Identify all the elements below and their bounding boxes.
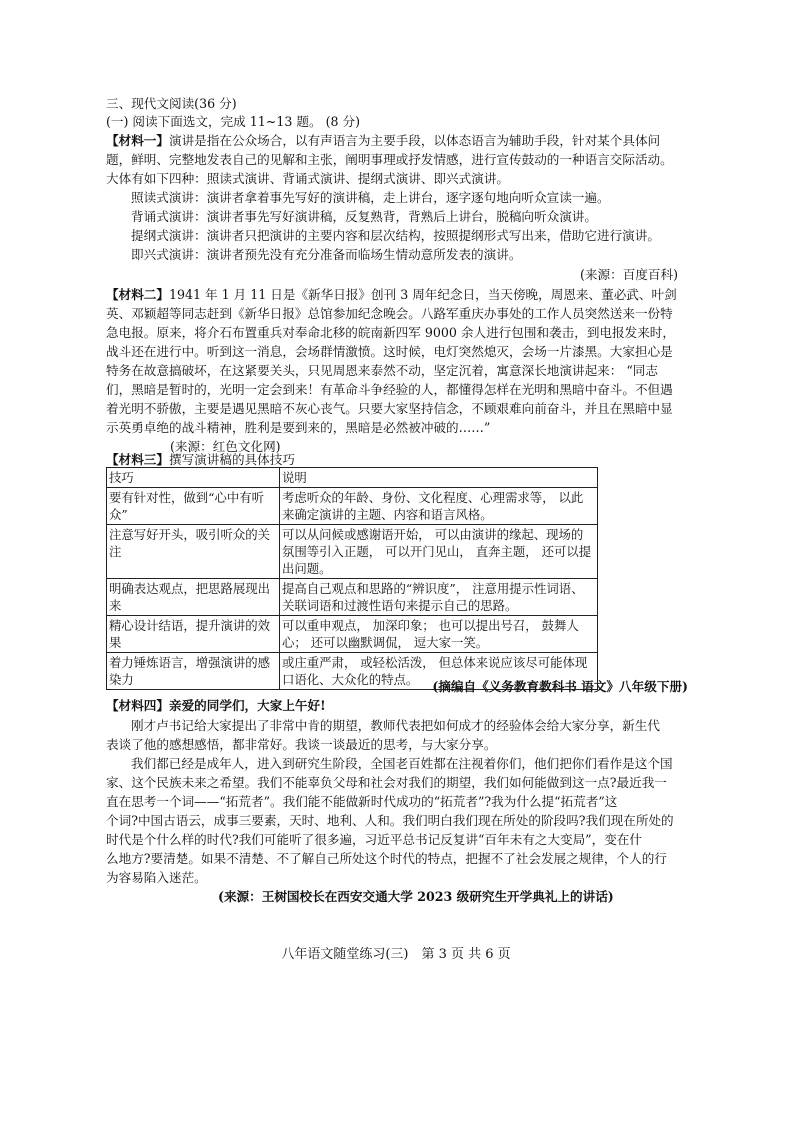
material2-text1: 1941 年 1 月 11 日是《新华日报》创刊 3 周年纪念日，当天傍晚，周恩来、董必武、叶剑 [168, 287, 677, 302]
material1-type-3: 提纲式演讲：演讲者只把演讲的主要内容和层次结构，按照提纲形式写出来，借助它进行演讲。 [131, 228, 660, 243]
material1-type-1: 照读式演讲：演讲者拿着事先写好的演讲稿，走上讲台，逐字逐句地向听众宣读一遍。 [131, 190, 610, 205]
material4-source: (来源：王树国校长在西安交通大学 2023 级研究生开学典礼上的讲话) [218, 889, 614, 904]
material2-line3: 急电报。原来，将介石布置重兵对奉命北移的皖南新四军 9000 余人进行包围和袭击，到电报发来时， [106, 325, 675, 340]
material4-greeting: 亲爱的同学们，大家上午好! [168, 698, 326, 713]
material3-label: 【材料三】 [106, 452, 169, 467]
material1-line2: 题，鲜明、完整地发表自己的见解和主张，阐明事理或抒发情感，进行宣传鼓动的一种语言交际活动。 [106, 152, 673, 167]
material2-line7: 着光明不骄傲，主要是遇见黑暗不灰心丧气。只要大家坚持信念，不顾艰难向前奋斗，并且在黑暗中显 [106, 401, 673, 416]
material2-line4: 战斗还在进行中。听到这一消息，会场群情激愤。这时候，电灯突然熄灭，会场一片漆黑。大家担心是 [106, 344, 673, 359]
material1-type-2: 背诵式演讲：演讲者事先写好演讲稿，反复熟背，背熟后上讲台，脱稿向听众演讲。 [131, 209, 597, 224]
material1-text1: 演讲是指在公众场合，以有声语言为主要手段，以体态语言为辅助手段，针对某个具体问 [168, 133, 661, 148]
table-row [107, 579, 598, 616]
material2-label: 【材料二】 [106, 287, 169, 302]
material4-line2: 刚才卢书记给大家提出了非常中肯的期望，教师代表把如何成才的经验体会给大家分享，新生代 [131, 718, 660, 733]
material1-source: (来源：百度百科) [580, 267, 678, 282]
table-header-desc: 说明 [280, 468, 598, 488]
material4-label: 【材料四】 [106, 698, 169, 713]
material1-type-4: 即兴式演讲：演讲者预先没有充分准备而临场生情动意所发表的演讲。 [131, 247, 522, 262]
material4-line3: 表谈了他的感想感悟，都非常好。我谈一谈最近的思考，与大家分享。 [106, 737, 497, 752]
tip-cell: 注意写好开头，吸引听众的关注 [107, 525, 280, 579]
material2-line2: 英、邓颖超等同志赶到《新华日报》总馆参加纪念晚会。八路军重庆办事处的工作人员突然送来一份特 [106, 306, 673, 321]
material2-line5: 特务在故意搞破坏，在这紧要关头，只见周恩来泰然不动，坚定沉着，寓意深长地演讲起来： “同志 [106, 363, 658, 378]
table-header-tip: 技巧 [107, 468, 280, 488]
desc-cell: 考虑听众的年龄、身份、文化程度、心理需求等， 以此来确定演讲的主题、内容和语言风格。 [280, 488, 598, 525]
tip-cell: 明确表达观点，把思路展现出来 [107, 579, 280, 616]
material4-line9: 么地方?要清楚。如果不清楚、不了解自己所处这个时代的特点，把握不了社会发展之规律，个人的行 [106, 851, 667, 866]
table-row [107, 525, 598, 579]
tip-cell: 要有针对性，做到“心中有听众” [107, 488, 280, 525]
material1-line3: 大体有如下四种：照读式演讲、背诵式演讲、提纲式演讲、即兴式演讲。 [106, 171, 509, 186]
material3-title: 撰写演讲稿的具体技巧 [168, 452, 295, 467]
desc-cell: 提高自己观点和思路的“辨识度”， 注意用提示性词语、关联词语和过渡性语句来提示自己的思路。 [280, 579, 598, 616]
tip-cell: 着力锤炼语言，增强演讲的感染力 [107, 653, 280, 690]
section-title: 三、现代文阅读(36 分) [106, 96, 237, 111]
material4-line4: 我们都已经是成年人，进入到研究生阶段，全国老百姓都在注视着你们，他们把你们看作是这个国 [131, 756, 673, 771]
material4-line1 [106, 697, 326, 715]
material1-label: 【材料一】 [106, 133, 169, 148]
desc-cell: 或庄重严肃， 或轻松活泼， 但总体来说应该尽可能体现口语化、大众化的特点。 [280, 653, 598, 690]
desc-cell: 可以从问候或感谢语开始， 可以由演讲的缘起、现场的氛围等引入正题， 可以开门见山， 直奔主题， 还可以提出问题。 [280, 525, 598, 579]
table-row [107, 488, 598, 525]
material3-source: (摘编自《义务教育教科书 语文》八年级下册) [432, 679, 688, 694]
table-row [107, 616, 598, 653]
material1-line1 [106, 132, 660, 150]
desc-cell: 可以重申观点， 加深印象； 也可以提出号召， 鼓舞人心； 还可以幽默调侃， 逗大家一笑。 [280, 616, 598, 653]
page-footer: 八年语文随堂练习(三) 第 3 页 共 6 页 [281, 947, 511, 962]
material4-line8: 时代是个什么样的时代?我们可能听了很多遍，习近平总书记反复讲“百年未有之大变局”，变在什 [106, 832, 642, 847]
material4-line7: 个词?中国古语云，成事三要素，天时、地利、人和。我们明白我们现在所处的阶段吗?我们现在所处的 [106, 813, 674, 828]
material2-line1 [106, 286, 677, 304]
material2-line6: 们，黑暗是暂时的，光明一定会到来！有革命斗争经验的人，都懂得怎样在光明和黑暗中奋斗。不但遇 [106, 382, 673, 397]
material2-line8: 示英勇卓绝的战斗精神，胜利是要到来的，黑暗是必然被冲破的……” [106, 420, 491, 435]
tips-table [106, 467, 598, 690]
material4-line10: 为容易陷入迷茫。 [106, 870, 207, 885]
tip-cell: 精心设计结语，提升演讲的效果 [107, 616, 280, 653]
subsection-title: (一) 阅读下面选文，完成 11~13 题。 (8 分) [106, 114, 361, 129]
table-header-row [107, 468, 598, 488]
material4-line5: 家、这个民族未来之希望。我们不能辜负父母和社会对我们的期望，我们如何能做到这一点?最近我一 [106, 775, 667, 790]
material2-source: (来源：红色文化网) [170, 439, 281, 454]
material4-line6: 直在思考一个词——“拓荒者”。我们能不能做新时代成功的“拓荒者”?我为什么提“拓荒者”这 [106, 794, 618, 809]
